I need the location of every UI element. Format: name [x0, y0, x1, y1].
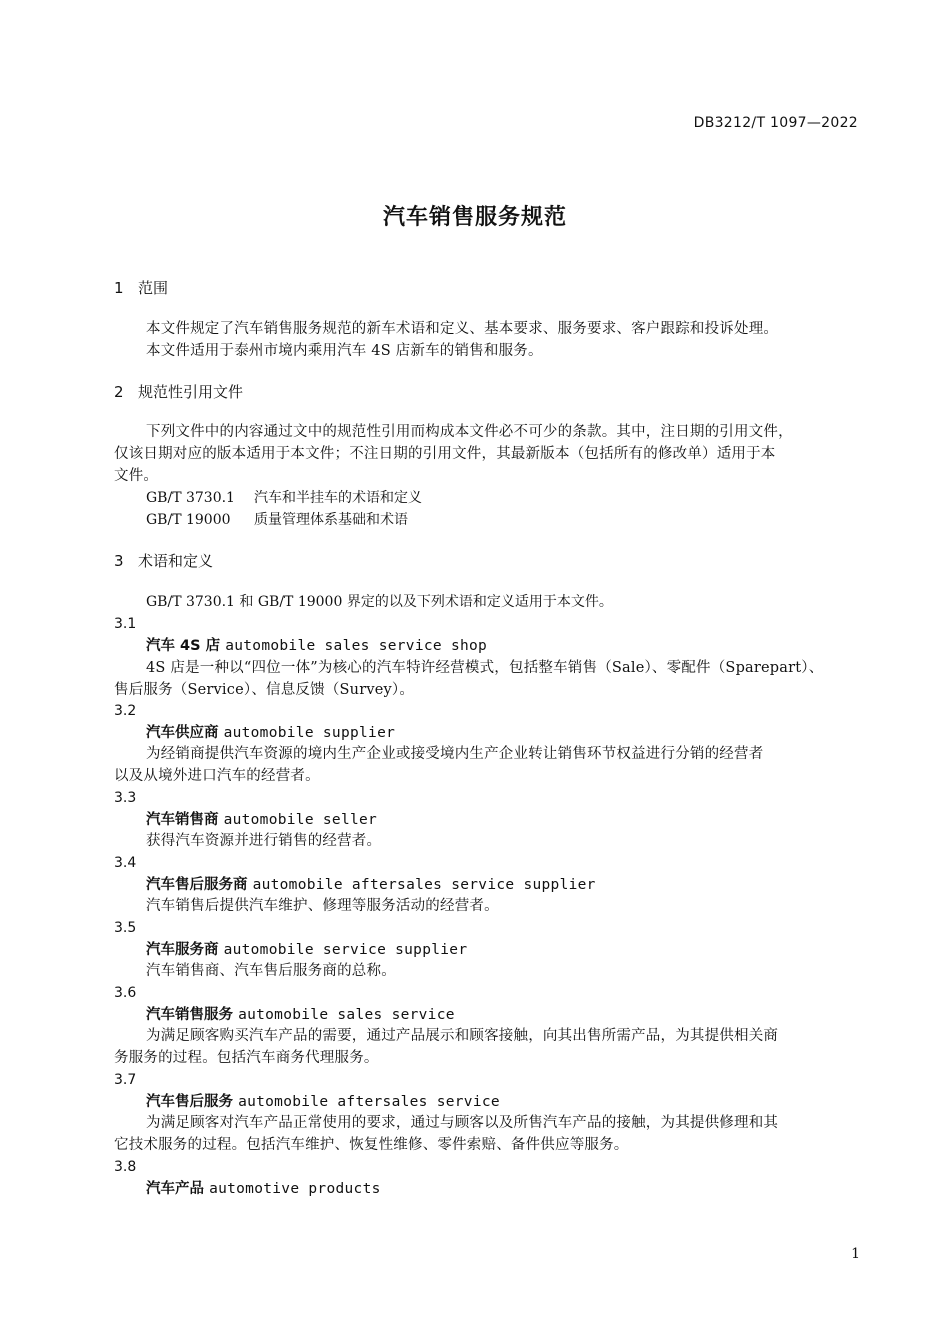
section-title: 规范性引用文件	[138, 383, 244, 401]
reference-title: 质量管理体系基础和术语	[254, 512, 408, 528]
term-en: automobile supplier	[223, 725, 396, 741]
terms-intro: GB/T 3730.1 和 GB/T 19000 界定的以及下列术语和定义适用于本文件。	[146, 594, 613, 610]
term-definition-line: 汽车销售商、汽车售后服务商的总称。	[146, 963, 396, 979]
term-en: automobile seller	[223, 812, 378, 828]
page-title: 汽车销售服务规范	[382, 205, 567, 230]
term-en: automotive products	[209, 1181, 381, 1197]
term-number: 3.1	[114, 616, 137, 632]
term-zh: 汽车供应商	[146, 725, 219, 741]
term-definition-line: 汽车销售后提供汽车维护、修理等服务活动的经营者。	[146, 898, 499, 914]
page-number: 1	[851, 1246, 860, 1262]
section-number: 1	[114, 279, 124, 297]
section-heading-2	[114, 381, 860, 403]
term-heading	[146, 874, 860, 896]
term-heading	[146, 1178, 860, 1200]
term-zh: 汽车销售服务	[146, 1007, 233, 1023]
doc-code: DB3212/T 1097—2022	[693, 115, 858, 131]
term-number: 3.2	[114, 703, 137, 719]
reference-item	[146, 509, 860, 531]
term-definition-line: 4S 店是一种以“四位一体”为核心的汽车特许经营模式，包括整车销售（Sale）、零配件（Sparepart）、	[146, 660, 824, 676]
term-heading	[146, 635, 860, 657]
term-definition-line: 它技术服务的过程。包括汽车维护、恢复性维修、零件索赔、备件供应等服务。	[114, 1137, 629, 1153]
paragraph-line: 仅该日期对应的版本适用于本文件；不注日期的引用文件，其最新版本（包括所有的修改单）适用于本	[114, 446, 776, 462]
term-definition-line: 售后服务（Service）、信息反馈（Survey）。	[114, 682, 415, 698]
term-en: automobile aftersales service	[238, 1094, 500, 1110]
term-en: automobile service supplier	[223, 942, 468, 958]
section-heading-1	[114, 277, 860, 299]
term-heading	[146, 722, 860, 744]
term-number: 3.5	[114, 920, 137, 936]
term-definition-line: 以及从境外进口汽车的经营者。	[114, 768, 320, 784]
term-number: 3.7	[114, 1072, 137, 1088]
section-heading-3	[114, 550, 860, 572]
term-heading	[146, 1004, 860, 1026]
term-number: 3.8	[114, 1159, 137, 1175]
paragraph: 本文件适用于泰州市境内乘用汽车 4S 店新车的销售和服务。	[146, 343, 543, 359]
paragraph-line: 下列文件中的内容通过文中的规范性引用而构成本文件必不可少的条款。其中，注日期的引用文件，	[146, 424, 793, 440]
term-en: automobile aftersales service supplier	[252, 877, 596, 893]
section-number: 2	[114, 383, 124, 401]
term-zh: 汽车服务商	[146, 942, 219, 958]
term-number: 3.4	[114, 855, 137, 871]
term-number: 3.6	[114, 985, 137, 1001]
paragraph: 本文件规定了汽车销售服务规范的新车术语和定义、基本要求、服务要求、客户跟踪和投诉处理。	[146, 321, 779, 337]
term-definition-line: 务服务的过程。包括汽车商务代理服务。	[114, 1050, 379, 1066]
term-zh: 汽车售后服务商	[146, 877, 248, 893]
term-heading	[146, 809, 860, 831]
term-zh: 汽车产品	[146, 1181, 204, 1197]
term-heading	[146, 1091, 860, 1113]
term-number: 3.3	[114, 790, 137, 806]
section-title: 范围	[138, 279, 169, 297]
term-en: automobile sales service	[238, 1007, 455, 1023]
reference-title: 汽车和半挂车的术语和定义	[254, 490, 422, 506]
term-en: automobile sales service shop	[225, 638, 488, 654]
reference-code: GB/T 19000	[146, 512, 231, 528]
reference-item	[146, 487, 860, 509]
section-title: 术语和定义	[138, 552, 214, 570]
term-zh: 汽车销售商	[146, 812, 219, 828]
reference-code: GB/T 3730.1	[146, 490, 235, 506]
term-definition-line: 为满足顾客对汽车产品正常使用的要求，通过与顾客以及所售汽车产品的接触，为其提供修理和其	[146, 1115, 779, 1131]
term-zh: 汽车售后服务	[146, 1094, 233, 1110]
term-zh: 汽车 4S 店	[146, 638, 221, 654]
section-number: 3	[114, 552, 124, 570]
paragraph-line: 文件。	[114, 468, 159, 484]
term-definition-line: 获得汽车资源并进行销售的经营者。	[146, 833, 382, 849]
term-definition-line: 为经销商提供汽车资源的境内生产企业或接受境内生产企业转让销售环节权益进行分销的经营者	[146, 746, 764, 762]
term-definition-line: 为满足顾客购买汽车产品的需要，通过产品展示和顾客接触，向其出售所需产品，为其提供相关商	[146, 1028, 779, 1044]
term-heading	[146, 939, 860, 961]
